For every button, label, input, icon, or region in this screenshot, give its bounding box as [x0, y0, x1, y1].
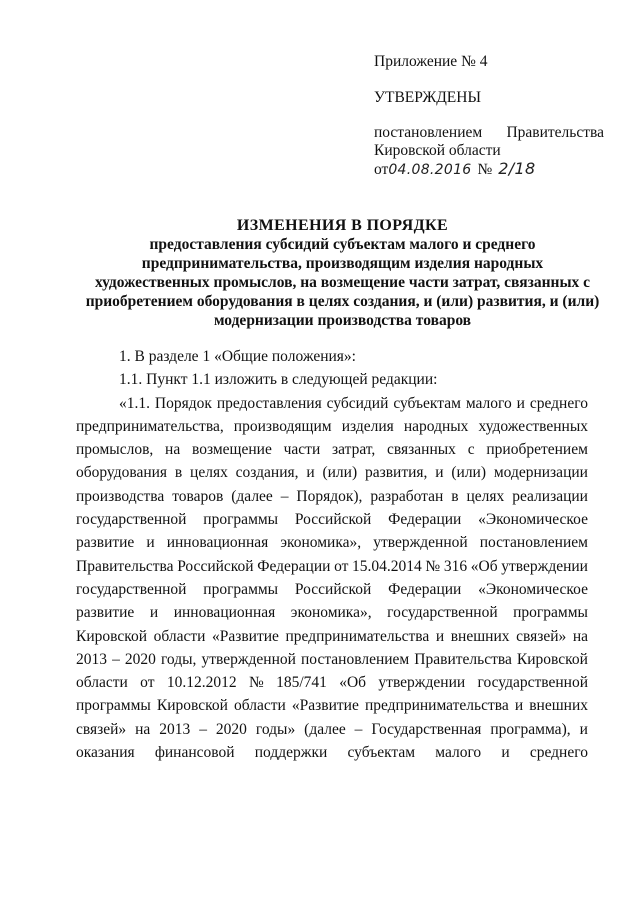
decree-date-line: [374, 160, 604, 179]
decree-word-1: постановлением: [374, 124, 483, 141]
title-line: модернизации производства товаров: [213, 312, 472, 329]
date-prefix: от: [374, 161, 389, 178]
document-body: [76, 345, 588, 764]
paragraph-line: программы Кировской области «Развитие предпринимательства и внешних: [76, 697, 588, 715]
item-1: 1. В разделе 1 «Общие положения»:: [119, 348, 356, 365]
paragraph-line: связей» на 2013 – 2020 годы» (далее – Государственная программа), и: [76, 720, 588, 738]
title-line: художественных промыслов, на возмещение части затрат, связанных с: [94, 274, 591, 291]
item-1-1: 1.1. Пункт 1.1 изложить в следующей редакции:: [119, 371, 438, 389]
decree-line-2: Кировской области: [374, 142, 501, 159]
document-title: [70, 216, 615, 330]
title-line: предоставления субсидий субъектам малого и среднего: [149, 236, 536, 253]
paragraph-line: Правительства Российской Федерации от 15.04.2014 № 316 «Об утверждении: [76, 557, 588, 575]
decree-line-1: [374, 124, 604, 142]
paragraph-line: развитие и инновационная экономика», государственной программы: [76, 604, 588, 622]
title-line: приобретением оборудования в целях создания, и (или) развития, и (или): [85, 293, 600, 310]
handwritten-number: 2/18: [498, 159, 536, 178]
paragraph-line: Кировской области «Развитие предпринимательства и внешних связей» на: [76, 627, 588, 645]
paragraph-line: «1.1. Порядок предоставления субсидий субъектам малого и среднего: [119, 394, 588, 412]
appendix-number: Приложение № 4: [374, 53, 488, 70]
decree-word-2: Правительства: [506, 124, 604, 141]
handwritten-date: 04.08.2016: [388, 162, 472, 178]
paragraph-line: государственной программы Российской Федерации «Экономическое: [76, 580, 588, 598]
title-heading: ИЗМЕНЕНИЯ В ПОРЯДКЕ: [236, 217, 449, 234]
decree-reference: [374, 124, 604, 179]
appendix-block: [374, 52, 604, 179]
paragraph-line: государственной программы Российской Федерации «Экономическое: [76, 511, 588, 529]
paragraph-line: оказания финансовой поддержки субъектам малого и среднего: [76, 744, 588, 762]
paragraph-1-1: [76, 392, 588, 765]
number-prefix: №: [477, 161, 493, 178]
paragraph-line: 2013 – 2020 годы, утвержденной постановлением Правительства Кировской: [76, 650, 588, 668]
paragraph-line: развитие и инновационная экономика», утвержденной постановлением: [76, 534, 588, 552]
paragraph-line: оборудования в целях создания, и (или) развития, и (или) модернизации: [76, 464, 588, 482]
paragraph-line: производства товаров (далее – Порядок), разработан в целях реализации: [76, 487, 588, 505]
approved-label: УТВЕРЖДЕНЫ: [374, 89, 481, 106]
paragraph-line: промыслов, на возмещение части затрат, связанных с приобретением: [76, 441, 588, 459]
paragraph-line: области от 10.12.2012 № 185/741 «Об утверждении государственной: [76, 674, 588, 692]
paragraph-line: предпринимательства, производящим изделия народных художественных: [76, 417, 588, 435]
title-line: предпринимательства, производящим изделия народных: [141, 255, 544, 272]
